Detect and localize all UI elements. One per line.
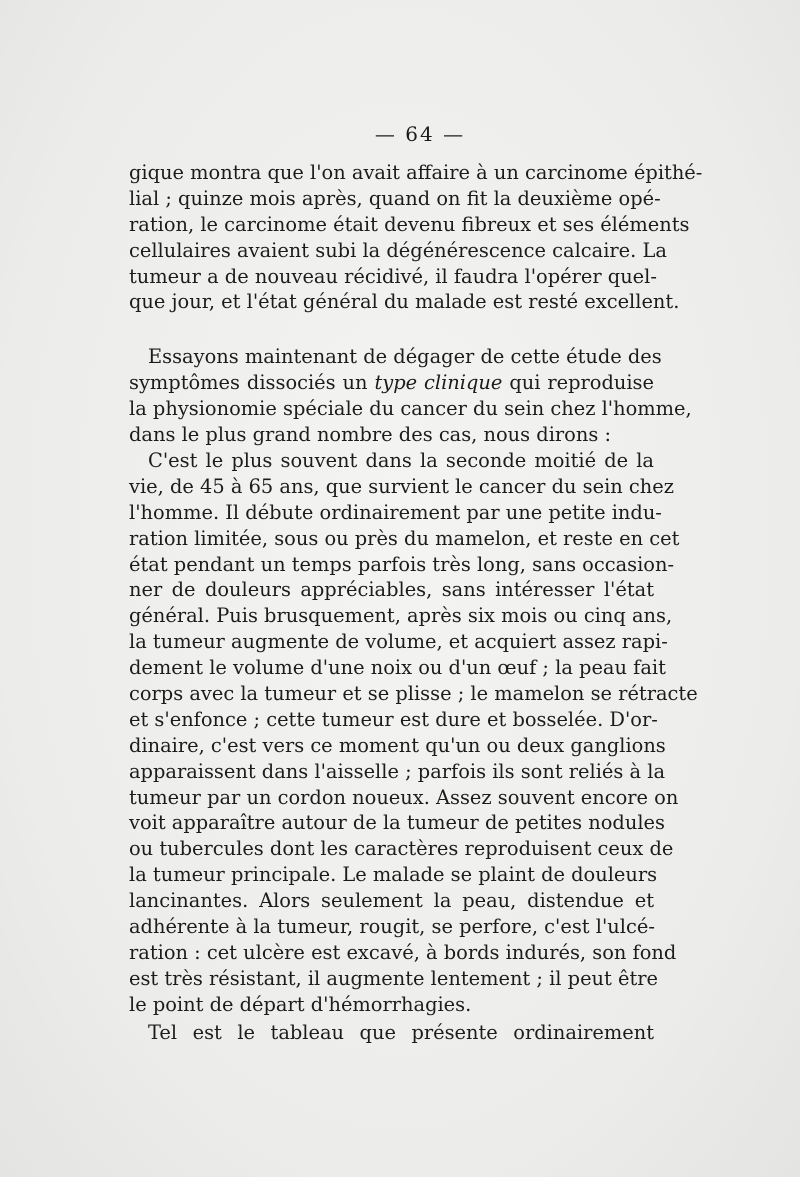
text-line: vie, de 45 à 65 ans, que survient le cancer du sein chez xyxy=(129,474,674,498)
text-line: la tumeur augmente de volume, et acquiert assez rapi- xyxy=(129,630,668,654)
text-line: cellulaires avaient subi la dégénérescence calcaire. La xyxy=(129,238,667,262)
text-line: est très résistant, il augmente lentement ; il peut être xyxy=(129,966,659,990)
italic-term: type clinique xyxy=(374,370,503,394)
text-line: ou tubercules dont les caractères reproduisent ceux de xyxy=(129,837,674,861)
text-segment: symptômes dissociés un xyxy=(129,370,375,394)
text-line: dans le plus grand nombre des cas, nous dirons : xyxy=(129,422,611,446)
text-segment: qui reproduise xyxy=(502,370,654,394)
text-line: lancinantes. Alors seulement la peau, distendue et xyxy=(129,889,654,913)
text-line: Essayons maintenant de dégager de cette étude des xyxy=(148,345,662,368)
text-line: gique montra que l'on avait affaire à un carcinome épithé- xyxy=(129,161,703,184)
text-line: tumeur par un cordon noueux. Assez souvent encore on xyxy=(129,785,679,809)
text-line: ration limitée, sous ou près du mamelon, et reste en cet xyxy=(129,526,680,550)
text-line: Tel est le tableau que présente ordinairement xyxy=(148,1021,654,1044)
text-line: apparaissent dans l'aisselle ; parfois ils sont reliés à la xyxy=(129,759,666,783)
text-line xyxy=(129,370,654,396)
text-line: la physionomie spéciale du cancer du sein chez l'homme, xyxy=(129,396,692,420)
text-line: voit apparaître autour de la tumeur de petites nodules xyxy=(129,811,665,835)
text-line: que jour, et l'état général du malade est resté excellent. xyxy=(129,290,680,314)
text-line: dement le volume d'une noix ou d'un œuf ; la peau fait xyxy=(129,656,666,680)
paragraph-3 xyxy=(129,448,698,1018)
text-line: ration : cet ulcère est excavé, à bords indurés, son fond xyxy=(129,940,677,964)
text-line: tumeur a de nouveau récidivé, il faudra l'opérer quel- xyxy=(129,264,657,288)
text-line: C'est le plus souvent dans la seconde moitié de la xyxy=(148,449,654,472)
text-line: corps avec la tumeur et se plisse ; le mamelon se rétracte xyxy=(129,682,698,706)
text-line: état pendant un temps parfois très long, sans occasion- xyxy=(129,552,675,576)
page-number: — 64 — xyxy=(374,122,466,146)
text-line: ner de douleurs appréciables, sans intéresser l'état xyxy=(129,578,654,602)
paragraph-4 xyxy=(129,1020,654,1046)
text-line: lial ; quinze mois après, quand on fit la deuxième opé- xyxy=(129,186,661,210)
text-line: et s'enfonce ; cette tumeur est dure et bosselée. D'or- xyxy=(129,707,658,731)
text-line: dinaire, c'est vers ce moment qu'un ou deux ganglions xyxy=(129,733,666,757)
text-line: adhérente à la tumeur, rougit, se perfore, c'est l'ulcé- xyxy=(129,915,655,939)
paragraph-2 xyxy=(129,344,692,448)
text-line: général. Puis brusquement, après six mois ou cinq ans, xyxy=(129,604,673,628)
text-line: le point de départ d'hémorrhagies. xyxy=(129,992,472,1016)
text-line: ration, le carcinome était devenu fibreux et ses éléments xyxy=(129,212,690,236)
text-line: la tumeur principale. Le malade se plaint de douleurs xyxy=(129,863,658,887)
paragraph-1 xyxy=(129,160,703,315)
text-line: l'homme. Il débute ordinairement par une petite indu- xyxy=(129,500,662,524)
